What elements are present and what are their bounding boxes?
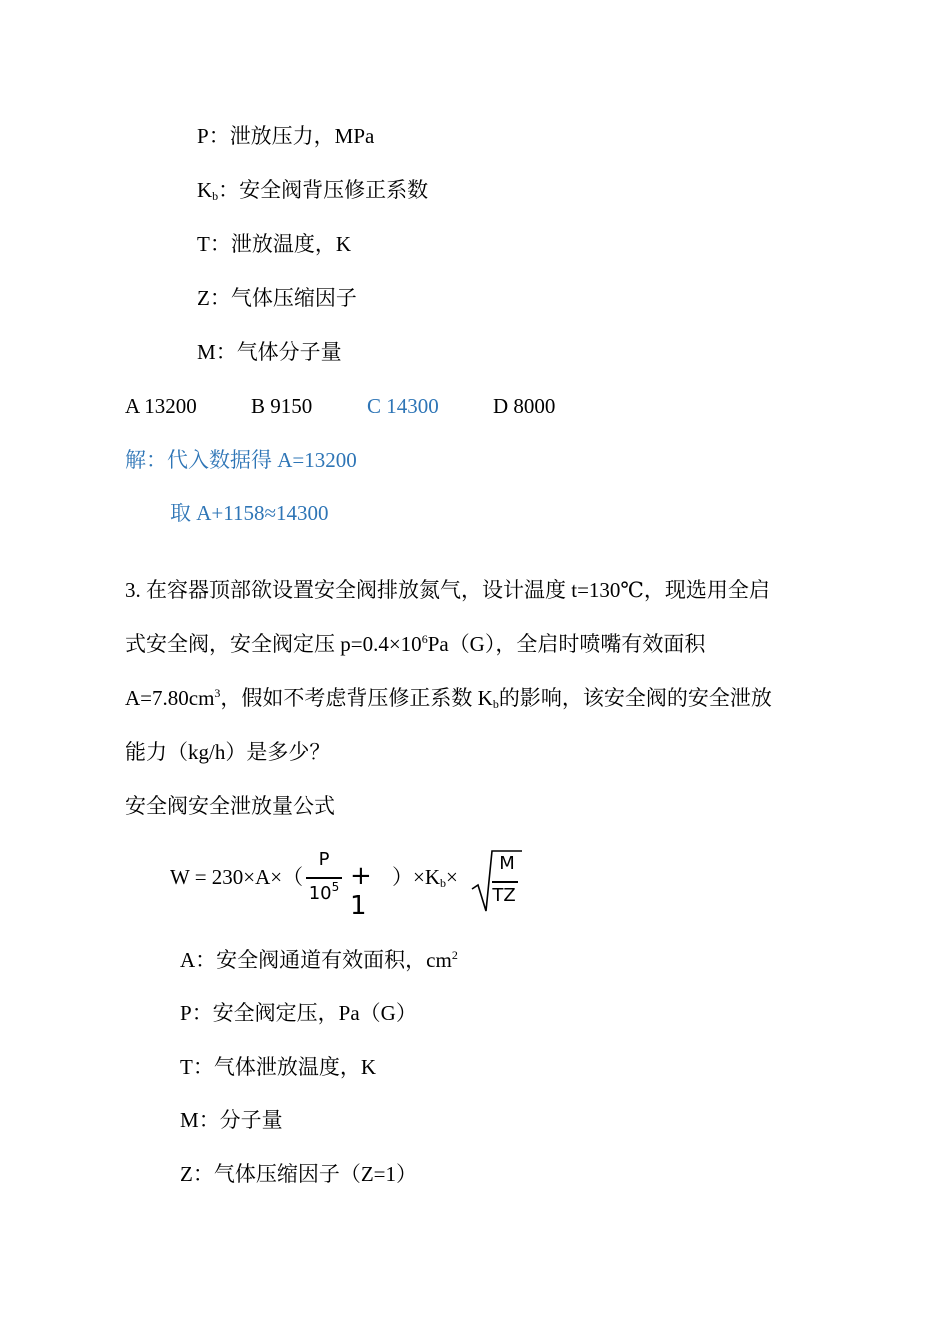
variable-definition xyxy=(180,1106,283,1134)
variable-symbol: M xyxy=(180,1108,199,1132)
separator: ： xyxy=(209,286,231,310)
definition-line xyxy=(197,122,374,150)
separator: ： xyxy=(208,124,230,148)
variable-text: ：分子量 xyxy=(198,1108,283,1132)
variable-symbol: T xyxy=(180,1055,193,1079)
definition-text: 气体压缩因子 xyxy=(230,286,357,310)
variable-symbol: Z xyxy=(180,1162,193,1186)
denominator-exponent: 5 xyxy=(331,880,340,894)
fraction-denominator xyxy=(304,880,344,904)
option-c-correct: C 14300 xyxy=(367,394,439,418)
variable-definition xyxy=(180,1053,376,1081)
definition-symbol: Z xyxy=(197,286,210,310)
question-text: ，假如不考虑背压修正系数 K xyxy=(220,686,493,710)
fraction-bar xyxy=(306,877,342,879)
after-text: ）×K xyxy=(392,865,441,889)
variable-text: ：安全阀定压，Pa（G） xyxy=(191,1001,417,1025)
question-line-3 xyxy=(125,684,772,712)
variable-text: ：安全阀通道有效面积，cm xyxy=(195,948,452,972)
definition-line xyxy=(197,230,351,258)
definition-line xyxy=(197,338,342,366)
variable-text: ：气体压缩因子（Z=1） xyxy=(192,1162,417,1186)
formula-after xyxy=(392,861,458,891)
separator: ： xyxy=(209,232,231,256)
question-line-4: 能力（kg/h）是多少？ xyxy=(125,740,331,764)
formula-title: 安全阀安全泄放量公式 xyxy=(125,794,335,818)
definition-line xyxy=(197,284,357,312)
question-text: Pa（G），全启时喷嘴有效面积 xyxy=(427,632,706,656)
question-text: 式安全阀，安全阀定压 p=0.4×10 xyxy=(125,632,422,656)
option-a: A 13200 xyxy=(125,394,197,418)
question-line-1: 3. 在容器顶部欲设置安全阀排放氮气，设计温度 t=130℃，现选用全启 xyxy=(125,578,770,602)
root-denominator: TZ xyxy=(492,885,516,906)
times-sign: × xyxy=(446,865,458,889)
superscript: 6 xyxy=(421,632,428,646)
subscript: b xyxy=(492,697,499,711)
definition-symbol: P xyxy=(197,124,209,148)
option-b: B 9150 xyxy=(251,394,313,418)
definition-text: 泄放压力，MPa xyxy=(229,124,375,148)
formula-lhs: W = 230×A×（ xyxy=(170,865,304,889)
definition-text: 泄放温度，K xyxy=(230,232,351,256)
question-text: A=7.80cm xyxy=(125,686,215,710)
variable-symbol: P xyxy=(180,1001,192,1025)
root-fraction-bar xyxy=(492,881,518,883)
superscript: 2 xyxy=(451,948,458,962)
root-numerator: M xyxy=(499,853,515,874)
variable-symbol: A xyxy=(180,948,196,972)
subscript: b xyxy=(440,876,447,890)
question-text: 的影响，该安全阀的安全泄放 xyxy=(498,686,772,710)
definition-text: 气体分子量 xyxy=(236,340,342,364)
question-line-2 xyxy=(125,630,705,658)
denominator-base: 10 xyxy=(308,883,332,904)
separator: ： xyxy=(218,178,240,202)
variable-definition xyxy=(180,1160,417,1188)
superscript: 3 xyxy=(214,686,221,700)
variable-definition xyxy=(180,999,417,1027)
option-d: D 8000 xyxy=(493,394,556,418)
variable-text: ：气体泄放温度，K xyxy=(192,1055,376,1079)
definition-symbol: K xyxy=(197,178,213,202)
subscript: b xyxy=(212,189,219,203)
definition-symbol: T xyxy=(197,232,210,256)
definition-symbol: M xyxy=(197,340,216,364)
definition-line xyxy=(197,176,428,204)
solution-line-2: 取 A+1158≈14300 xyxy=(170,501,329,525)
definition-text: 安全阀背压修正系数 xyxy=(239,178,429,202)
plus-one: + 1 xyxy=(350,861,372,921)
solution-line-1: 解：代入数据得 A=13200 xyxy=(125,448,357,472)
variable-definition xyxy=(180,946,458,974)
separator: ： xyxy=(215,340,237,364)
fraction-numerator: P xyxy=(318,849,330,870)
